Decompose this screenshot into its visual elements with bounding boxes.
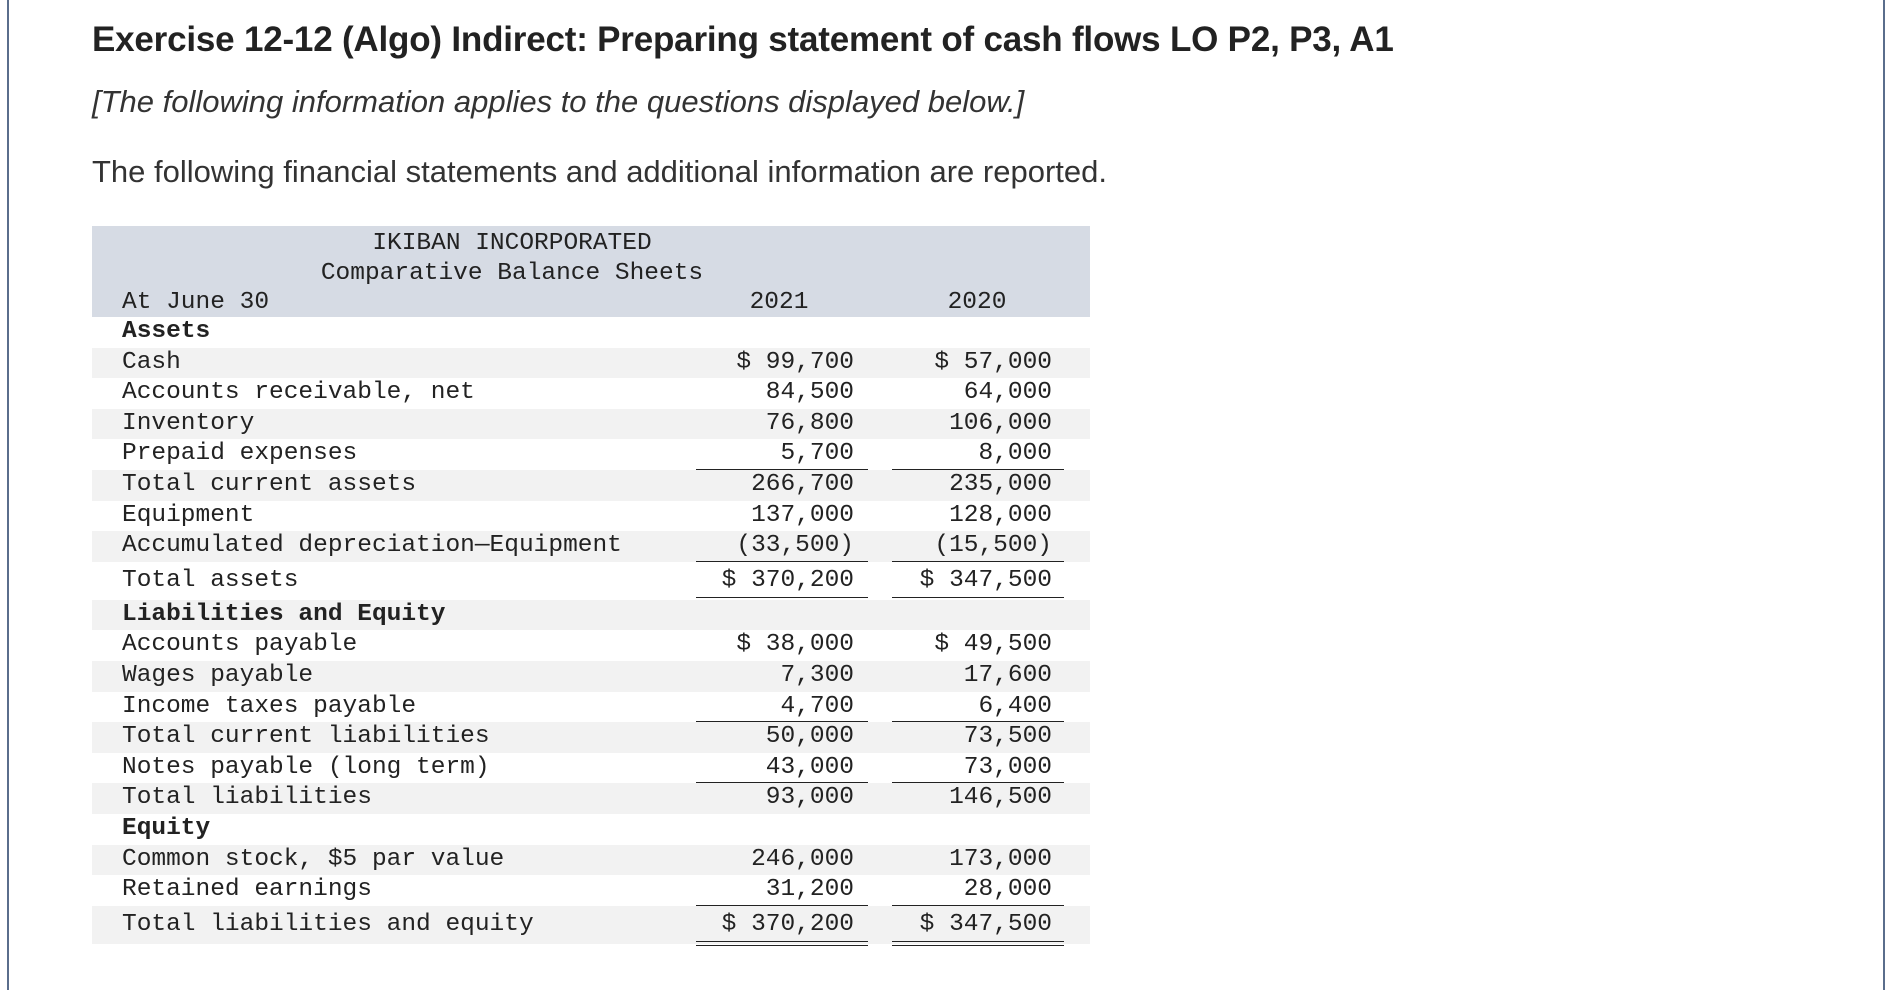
value-2021: 5,700 — [780, 440, 854, 468]
row-label: Equipment — [122, 501, 255, 529]
row-label: Accumulated depreciation—Equipment — [122, 532, 622, 560]
value-2021: 76,800 — [765, 409, 854, 437]
table-row — [92, 906, 1090, 944]
row-label: Prepaid expenses — [122, 440, 358, 468]
value-2021: (33,500) — [736, 532, 854, 560]
double-underline — [892, 941, 1064, 946]
row-label: Total current assets — [122, 470, 417, 498]
year-2020-header: 2020 — [947, 289, 1007, 316]
balance-sheet-header — [92, 226, 1090, 317]
value-2021: 266,700 — [751, 470, 854, 498]
row-label: Assets — [122, 318, 211, 345]
value-2020: $ 347,500 — [919, 566, 1052, 594]
value-2020: 106,000 — [949, 409, 1052, 437]
value-2020: 8,000 — [978, 440, 1052, 468]
value-2021: 50,000 — [765, 723, 854, 751]
row-label: Accounts receivable, net — [122, 379, 475, 407]
table-row — [92, 845, 1090, 876]
value-2021: $ 370,200 — [721, 566, 854, 594]
value-2020: 17,600 — [963, 661, 1052, 689]
value-2020: $ 347,500 — [919, 910, 1052, 938]
value-2020: 73,500 — [963, 723, 1052, 751]
table-row — [92, 814, 1090, 845]
table-row — [92, 722, 1090, 753]
table-row — [92, 630, 1090, 661]
value-2021: 84,500 — [765, 379, 854, 407]
value-2021: 137,000 — [751, 501, 854, 529]
row-label: Accounts payable — [122, 631, 358, 659]
value-2020: 64,000 — [963, 379, 1052, 407]
value-2020: (15,500) — [934, 532, 1052, 560]
company-name: IKIBAN INCORPORATED — [372, 230, 652, 257]
value-2021: $ 99,700 — [736, 348, 854, 376]
double-underline — [696, 941, 868, 946]
row-label: Inventory — [122, 409, 255, 437]
value-2020: 28,000 — [963, 876, 1052, 904]
value-2021: 31,200 — [765, 876, 854, 904]
value-2021: 43,000 — [765, 753, 854, 781]
value-2020: 173,000 — [949, 845, 1052, 873]
value-2020: 6,400 — [978, 692, 1052, 720]
table-row — [92, 531, 1090, 562]
row-label: Total liabilities — [122, 784, 372, 812]
table-row — [92, 470, 1090, 501]
statement-title: Comparative Balance Sheets — [320, 260, 704, 287]
table-row — [92, 348, 1090, 379]
value-2021: $ 370,200 — [721, 910, 854, 938]
table-row — [92, 317, 1090, 348]
table-row — [92, 600, 1090, 631]
table-row — [92, 409, 1090, 440]
value-2020: $ 57,000 — [934, 348, 1052, 376]
intro-text: The following financial statements and additional information are reported. — [92, 154, 1107, 189]
value-2020: 146,500 — [949, 784, 1052, 812]
row-label: Common stock, $5 par value — [122, 845, 505, 873]
table-row — [92, 661, 1090, 692]
value-2021: 7,300 — [780, 661, 854, 689]
row-label: Retained earnings — [122, 876, 372, 904]
value-2020: $ 49,500 — [934, 631, 1052, 659]
value-2021: 4,700 — [780, 692, 854, 720]
row-label: Equity — [122, 814, 211, 842]
table-row — [92, 783, 1090, 814]
row-label: Notes payable (long term) — [122, 753, 490, 781]
exercise-heading: Exercise 12-12 (Algo) Indirect: Preparing statement of cash flows LO P2, P3, A1 — [92, 20, 1394, 59]
info-note: [The following information applies to the questions displayed below.] — [92, 84, 1025, 119]
table-row — [92, 439, 1090, 470]
row-label: Total liabilities and equity — [122, 910, 534, 938]
value-2020: 73,000 — [963, 753, 1052, 781]
value-2021: 246,000 — [751, 845, 854, 873]
table-row — [92, 875, 1090, 906]
row-label: Liabilities and Equity — [122, 600, 446, 628]
table-row — [92, 501, 1090, 532]
row-label: Total assets — [122, 566, 299, 594]
value-2020: 128,000 — [949, 501, 1052, 529]
table-row — [92, 562, 1090, 600]
date-label: At June 30 — [122, 289, 270, 316]
table-row — [92, 692, 1090, 723]
year-2021-header: 2021 — [749, 289, 809, 316]
balance-sheet-table — [92, 226, 1090, 944]
row-label: Total current liabilities — [122, 723, 490, 751]
value-2021: $ 38,000 — [736, 631, 854, 659]
value-2021: 93,000 — [765, 784, 854, 812]
row-label: Cash — [122, 348, 181, 376]
row-label: Wages payable — [122, 661, 314, 689]
value-2020: 235,000 — [949, 470, 1052, 498]
table-row — [92, 378, 1090, 409]
row-label: Income taxes payable — [122, 692, 417, 720]
table-row — [92, 753, 1090, 784]
